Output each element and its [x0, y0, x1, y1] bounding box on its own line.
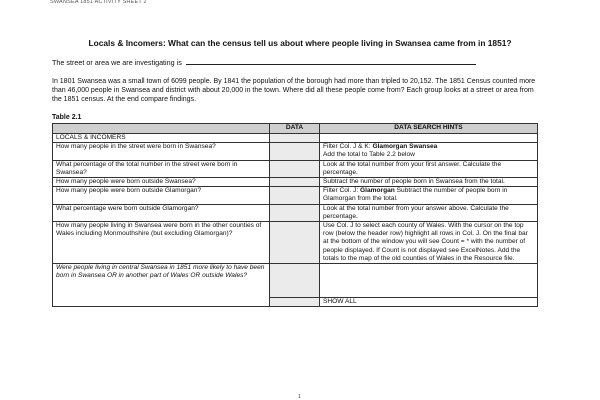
final-question-cell: Were people living in central Swansea in 1851 more likely to have been born in Swansea OR in another part of Wales OR outside Wales? [53, 264, 270, 307]
street-answer-blank[interactable] [186, 58, 476, 65]
table-label: Table 2.1 [52, 114, 82, 121]
hint-cell: Look at the total number from your first answer. Calculate the percentage. [320, 160, 538, 177]
table-row [53, 143, 538, 160]
table-row [53, 187, 538, 204]
hint-cell: Filter Col. J & K: Glamorgan Swansea Add the total to Table 2.2 below [320, 143, 538, 160]
hint-cell: Subtract the number of people born in Swansea from the total. [320, 178, 538, 187]
table-row [53, 204, 538, 221]
question-cell: How many people were born outside Glamorgan? [53, 187, 270, 204]
header-data: DATA [270, 124, 320, 134]
data-input-cell[interactable] [270, 160, 320, 177]
intro-paragraph: In 1801 Swansea was a small town of 6099 people. By 1841 the population of the borough had more than tripled to 20,152. The 1851 Census counted more than 46,000 people in Swansea and district with about 20,000 in the town. Where did all these people come from? Each group looks at a street or area from the 1851 census. At the end compare findings. [52, 78, 536, 104]
header-hints: DATA SEARCH HINTS [320, 124, 538, 134]
data-input-cell[interactable] [270, 143, 320, 160]
page-header: SWANSEA 1851 ACTIVITY SHEET 2 [50, 0, 147, 5]
census-table [52, 123, 538, 307]
show-all-data-cell [270, 298, 320, 307]
data-input-cell[interactable] [270, 187, 320, 204]
hint-cell: Filter Col. J: Glamorgan Subtract the number of people born in Glamorgan from the total. [320, 187, 538, 204]
question-cell: How many people in the street were born in Swansea? [53, 143, 270, 160]
street-prompt-line [52, 58, 476, 67]
data-input-cell[interactable] [270, 204, 320, 221]
question-cell: What percentage of the total number in the street were born in Swansea? [53, 160, 270, 177]
header-question [53, 124, 270, 134]
section-hint [320, 134, 538, 143]
document-title: Locals & Incomers: What can the census tell us about where people living in Swansea came from in 1851? [88, 38, 512, 48]
table-row [53, 178, 538, 187]
table-row [53, 160, 538, 177]
page-number: 1 [298, 394, 301, 400]
final-hint-cell [320, 264, 538, 298]
final-question-row [53, 264, 538, 298]
table-header-row [53, 124, 538, 134]
question-cell: How many people were born outside Swansea? [53, 178, 270, 187]
question-cell: What percentage were born outside Glamorgan? [53, 204, 270, 221]
table-row [53, 222, 538, 264]
data-input-cell[interactable] [270, 222, 320, 264]
street-prompt-label: The street or area we are investigating is [52, 58, 182, 67]
section-label: LOCALS & INCOMERS [53, 134, 270, 143]
question-cell: How many people living in Swansea were born in the other counties of Wales including Monmouthshire (but excluding Glamorgan)? [53, 222, 270, 264]
hint-cell: Look at the total number from your answer above. Calculate the percentage. [320, 204, 538, 221]
data-input-cell[interactable] [270, 178, 320, 187]
final-data-cell[interactable] [270, 264, 320, 298]
section-row [53, 134, 538, 143]
show-all-label: SHOW ALL [320, 298, 538, 307]
hint-cell: Use Col. J to select each county of Wales. With the cursor on the top row (below the header row) highlight all rows in Col. J. On the final bar at the bottom of the window you will see Count = * with the number of people displayed. If Count is not displayed see ExcelNotes. Add the totals to the map of the old counties of Wales in the Resource file. [320, 222, 538, 264]
section-data [270, 134, 320, 143]
